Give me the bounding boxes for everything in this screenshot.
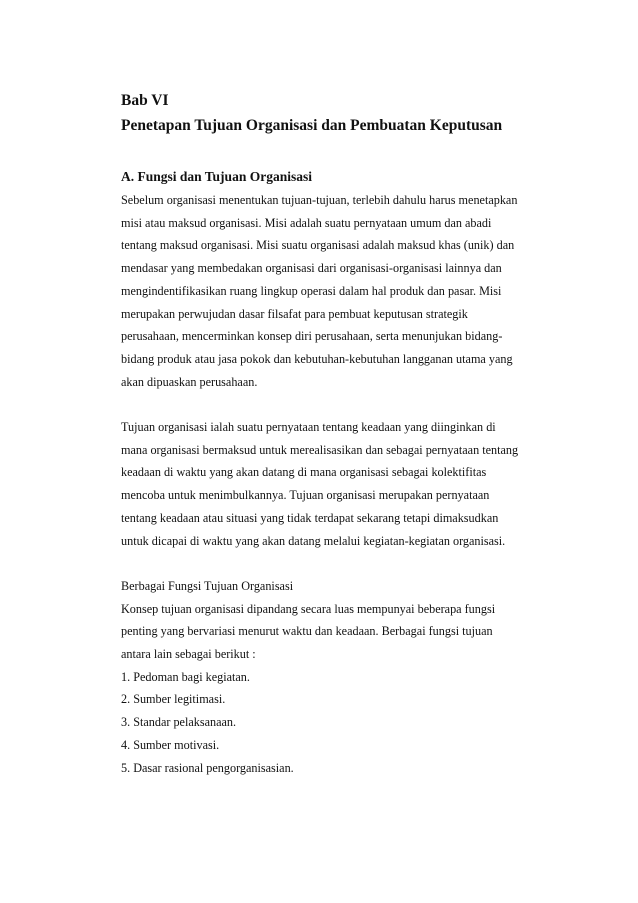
list-item: 5. Dasar rasional pengorganisasian.: [121, 760, 294, 775]
text-line: Sebelum organisasi menentukan tujuan-tujuan, terlebih dahulu harus menetapkan: [121, 193, 518, 207]
text-line: mana organisasi bermaksud untuk merealisasikan dan sebagai pernyataan tentang: [121, 442, 519, 457]
list-item: 3. Standar pelaksanaan.: [121, 715, 237, 730]
text-line: Konsep tujuan organisasi dipandang secara luas mempunyai beberapa fungsi: [121, 601, 496, 616]
text-line: Tujuan organisasi ialah suatu pernyataan tentang keadaan yang diinginkan di: [121, 420, 496, 435]
text-line: mencoba untuk menimbulkannya. Tujuan organisasi merupakan pernyataan: [121, 488, 490, 503]
text-line: misi atau maksud organisasi. Misi adalah suatu pernyataan umum dan abadi: [121, 215, 492, 230]
text-line: untuk dicapai di waktu yang akan datang melalui kegiatan-kegiatan organisasi.: [121, 533, 506, 548]
section-heading: A. Fungsi dan Tujuan Organisasi: [121, 169, 312, 184]
text-line: tentang maksud organisasi. Misi suatu organisasi adalah maksud khas (unik) dan: [121, 238, 515, 253]
paragraph-mission: [121, 189, 558, 393]
text-line: penting yang bervariasi menurut waktu dan keadaan. Berbagai fungsi tujuan: [121, 624, 493, 639]
text-line: bidang produk atau jasa pokok dan kebutuhan-kebutuhan langganan utama yang: [121, 351, 513, 366]
list-item: 2. Sumber legitimasi.: [121, 692, 226, 707]
text-line: mendasar yang membedakan organisasi dari organisasi-organisasi lainnya dan: [121, 261, 502, 276]
list-item: 4. Sumber motivasi.: [121, 737, 220, 752]
text-line: tentang keadaan atau situasi yang tidak terdapat sekarang tetapi dimaksudkan: [121, 510, 499, 525]
subheading: Berbagai Fungsi Tujuan Organisasi: [121, 578, 294, 593]
paragraph-functions: [121, 575, 558, 779]
chapter-number: Bab VI: [121, 92, 169, 109]
text-line: keadaan di waktu yang akan datang di mana organisasi sebagai kolektifitas: [121, 465, 487, 480]
text-line: merupakan perwujudan dasar filsafat para pembuat keputusan strategik: [121, 306, 468, 321]
text-line: mengindentifikasikan ruang lingkup operasi dalam hal produk dan pasar. Misi: [121, 283, 502, 298]
paragraph-goals: [121, 416, 558, 552]
list-item: 1. Pedoman bagi kegiatan.: [121, 669, 250, 684]
chapter-title: Penetapan Tujuan Organisasi dan Pembuatan Keputusan: [121, 117, 503, 134]
text-line: perusahaan, mencerminkan konsep diri perusahaan, serta menunjukan bidang-: [121, 329, 503, 344]
text-line: akan dipuaskan perusahaan.: [121, 374, 258, 389]
text-line: antara lain sebagai berikut :: [121, 647, 256, 662]
